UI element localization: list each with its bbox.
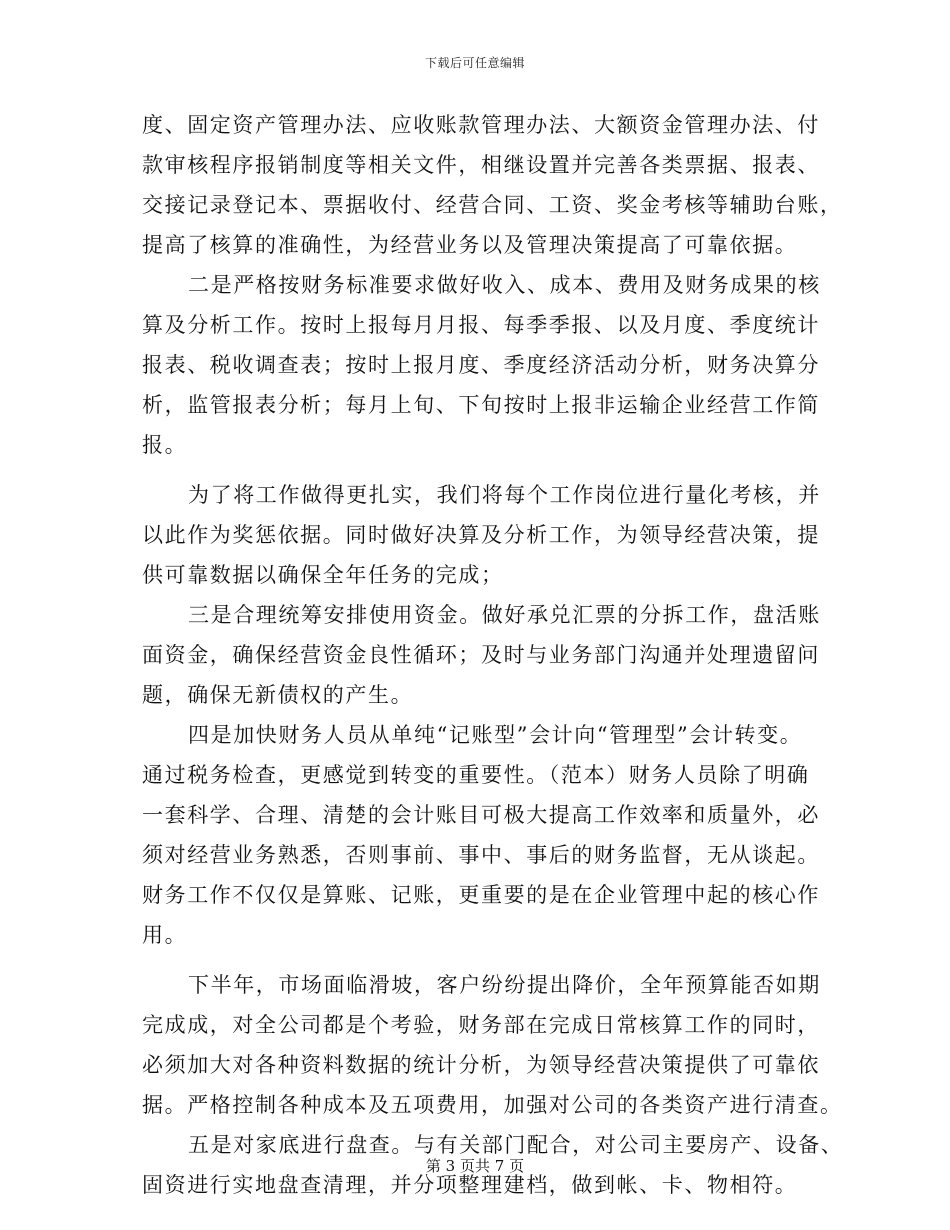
body-text [142, 105, 844, 1205]
paragraph-first-line: 四是加快财务人员从单纯“记账型”会计向“管理型”会计转变。 [188, 723, 803, 747]
text-line: 报表、税收调查表；按时上报月度、季度经济活动分析，财务决算分 [142, 353, 820, 377]
paragraph-first-line: 三是合理统筹安排使用资金。做好承兑汇票的分拆工作，盘活账 [188, 603, 821, 627]
text-line: 款审核程序报销制度等相关文件，相继设置并完善各类票据、报表、 [142, 153, 820, 177]
text-line: 析，监管报表分析；每月上旬、下旬按时上报非运输企业经营工作简 [142, 393, 820, 417]
paragraph-first-line: 为了将工作做得更扎实，我们将每个工作岗位进行量化考核，并 [188, 483, 821, 507]
text-line: 交接记录登记本、票据收付、经营合同、工资、奖金考核等辅助台账， [142, 193, 843, 217]
text-line: 提高了核算的准确性，为经营业务以及管理决策提高了可靠依据。 [142, 233, 798, 257]
text-line: 须对经营业务熟悉，否则事前、事中、事后的财务监督，无从谈起。 [142, 843, 820, 867]
text-line: 一套科学、合理、清楚的会计账目可极大提高工作效率和质量外，必 [142, 803, 820, 827]
page-header: 下载后可任意编辑 [424, 56, 525, 70]
paragraph-first-line: 二是严格按财务标准要求做好收入、成本、费用及财务成果的核 [188, 273, 821, 297]
text-line: 用。 [142, 923, 188, 947]
text-line: 财务工作不仅仅是算账、记账，更重要的是在企业管理中起的核心作 [142, 883, 820, 907]
text-line: 必须加大对各种资料数据的统计分析，为领导经营决策提供了可靠依 [142, 1053, 820, 1077]
text-line: 完成成，对全公司都是个考验，财务部在完成日常核算工作的同时， [142, 1013, 820, 1037]
text-line: 固资进行实地盘查清理，并分项整理建档，做到帐、卡、物相符。 [142, 1173, 798, 1197]
text-line: 供可靠数据以确保全年任务的完成； [142, 563, 504, 587]
text-line: 度、固定资产管理办法、应收账款管理办法、大额资金管理办法、付 [142, 113, 820, 137]
page-footer: 第 3 页共 7 页 [425, 1157, 525, 1175]
text-line: 据。严格控制各种成本及五项费用，加强对公司的各类资产进行清查。 [142, 1093, 843, 1117]
text-line: 通过税务检查，更感觉到转变的重要性。（范本）财务人员除了明确 [142, 763, 810, 787]
paragraph-first-line: 下半年，市场面临滑坡，客户纷纷提出降价，全年预算能否如期 [188, 973, 821, 997]
text-line: 算及分析工作。按时上报每月月报、每季季报、以及月度、季度统计 [142, 313, 820, 337]
text-line: 面资金，确保经营资金良性循环；及时与业务部门沟通并处理遗留问 [142, 643, 820, 667]
text-line: 题，确保无新债权的产生。 [142, 683, 414, 707]
text-line: 报。 [142, 433, 188, 457]
text-line: 以此作为奖惩依据。同时做好决算及分析工作，为领导经营决策，提 [142, 523, 820, 547]
paragraph-first-line: 五是对家底进行盘查。与有关部门配合，对公司主要房产、设备、 [188, 1133, 844, 1157]
